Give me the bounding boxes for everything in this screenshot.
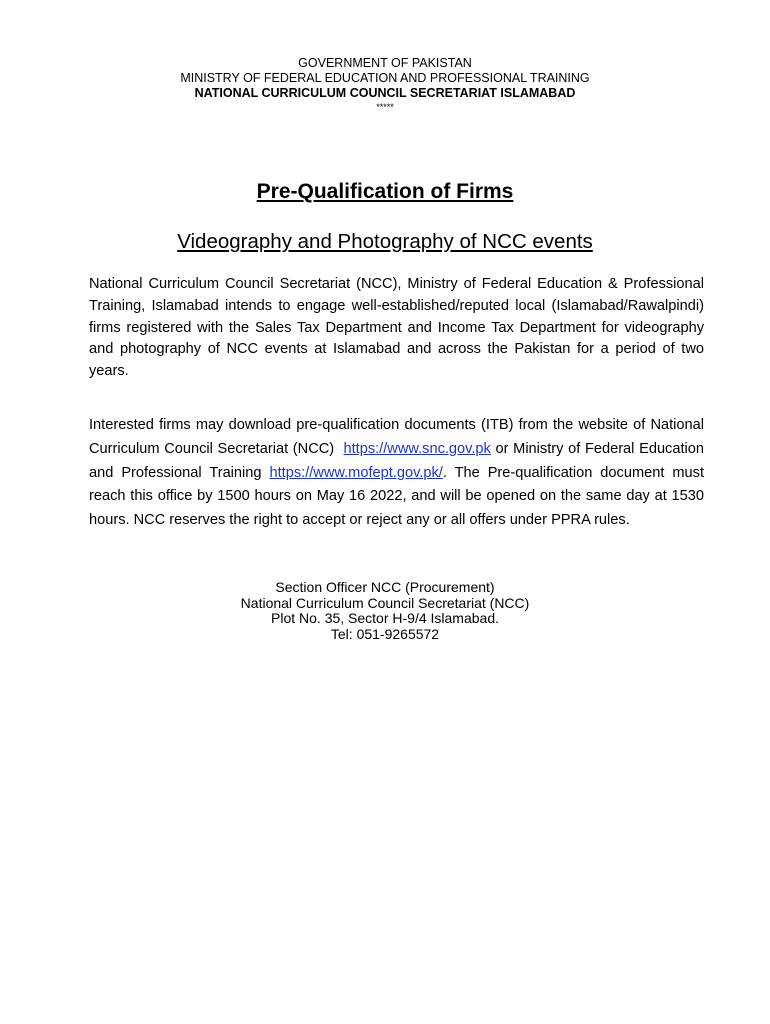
snc-website-link[interactable]: https://www.snc.gov.pk xyxy=(343,440,491,457)
instructions-text-2: or Ministry of Federal Education and Professional Training xyxy=(89,440,704,481)
page-subtitle: Videography and Photography of NCC events xyxy=(177,230,593,253)
mofept-website-link[interactable]: https://www.mofept.gov.pk/ xyxy=(269,464,443,481)
instructions-text-3: . The Pre-qualification document must reach this office by 1500 hours on May 16 2022, and will be opened on the same day at 1530 hours. NCC reserves the right to accept or reject any or all offers under PPRA rules. xyxy=(89,464,704,529)
government-line: GOVERNMENT OF PAKISTAN xyxy=(298,56,472,70)
header-stars: ***** xyxy=(376,102,394,112)
signatory-address: Plot No. 35, Sector H-9/4 Islamabad. xyxy=(271,610,499,627)
intro-paragraph: National Curriculum Council Secretariat (NCC), Ministry of Federal Education & Professional Training, Islamabad intends to engage well-established/reputed local (Islamabad/Rawalpindi) firms registered with the Sales Tax Department and Income Tax Department for videography and photography of NCC events at Islamabad and across the Pakistan for a period of two years. xyxy=(89,276,704,380)
signature-block xyxy=(0,580,770,642)
page-title: Pre-Qualification of Firms xyxy=(256,180,514,203)
instructions-text-1: Interested firms may download pre-qualification documents (ITB) from the website of National Curriculum Council Secretariat (NCC) xyxy=(89,417,704,457)
signatory-phone: Tel: 051-9265572 xyxy=(330,625,440,642)
signatory-office: National Curriculum Council Secretariat (NCC) xyxy=(240,594,530,611)
instructions-paragraph xyxy=(89,414,704,533)
ministry-line: MINISTRY OF FEDERAL EDUCATION AND PROFESSIONAL TRAINING xyxy=(180,71,590,85)
secretariat-line: NATIONAL CURRICULUM COUNCIL SECRETARIAT ISLAMABAD xyxy=(194,86,576,100)
letterhead xyxy=(0,56,770,113)
signatory-title: Section Officer NCC (Procurement) xyxy=(275,579,495,595)
